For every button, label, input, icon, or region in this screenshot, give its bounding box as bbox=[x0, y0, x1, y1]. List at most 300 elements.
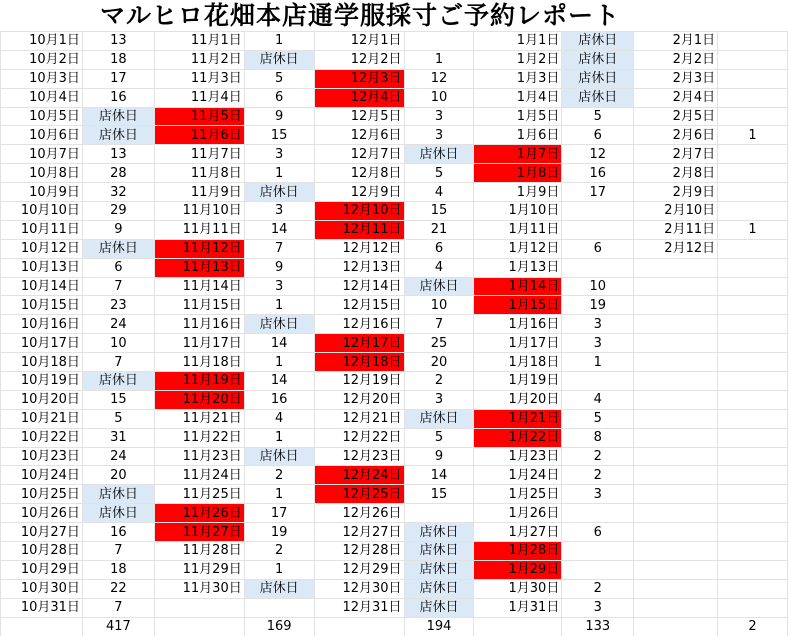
count-cell[interactable]: 18 bbox=[82, 560, 154, 579]
total-cell[interactable]: 133 bbox=[562, 617, 634, 636]
date-cell[interactable]: 12月4日 bbox=[314, 88, 404, 107]
holiday-cell[interactable]: 店休日 bbox=[404, 542, 474, 561]
date-cell[interactable]: 12月11日 bbox=[314, 220, 404, 239]
count-cell[interactable] bbox=[718, 145, 788, 164]
count-cell[interactable]: 3 bbox=[404, 390, 474, 409]
date-cell[interactable]: 2月11日 bbox=[634, 220, 718, 239]
count-cell[interactable]: 20 bbox=[82, 466, 154, 485]
count-cell[interactable]: 13 bbox=[82, 145, 154, 164]
date-cell[interactable]: 12月31日 bbox=[314, 598, 404, 617]
count-cell[interactable]: 17 bbox=[562, 183, 634, 202]
count-cell[interactable]: 5 bbox=[562, 107, 634, 126]
date-cell[interactable]: 10月31日 bbox=[1, 598, 83, 617]
count-cell[interactable]: 32 bbox=[82, 183, 154, 202]
count-cell[interactable]: 4 bbox=[244, 409, 314, 428]
count-cell[interactable]: 14 bbox=[404, 466, 474, 485]
date-cell[interactable] bbox=[634, 372, 718, 391]
count-cell[interactable] bbox=[718, 560, 788, 579]
date-cell[interactable]: 12月26日 bbox=[314, 504, 404, 523]
count-cell[interactable] bbox=[718, 579, 788, 598]
date-cell[interactable]: 1月9日 bbox=[474, 183, 562, 202]
date-cell[interactable]: 11月3日 bbox=[154, 69, 244, 88]
count-cell[interactable]: 6 bbox=[82, 258, 154, 277]
date-cell[interactable]: 1月10日 bbox=[474, 202, 562, 221]
date-cell[interactable]: 1月24日 bbox=[474, 466, 562, 485]
count-cell[interactable]: 6 bbox=[404, 239, 474, 258]
date-cell[interactable]: 1月30日 bbox=[474, 579, 562, 598]
count-cell[interactable] bbox=[562, 372, 634, 391]
date-cell[interactable]: 11月1日 bbox=[154, 32, 244, 51]
count-cell[interactable]: 17 bbox=[244, 504, 314, 523]
count-cell[interactable]: 1 bbox=[244, 428, 314, 447]
count-cell[interactable]: 3 bbox=[244, 145, 314, 164]
date-cell[interactable]: 1月13日 bbox=[474, 258, 562, 277]
count-cell[interactable] bbox=[404, 32, 474, 51]
date-cell[interactable]: 12月30日 bbox=[314, 579, 404, 598]
holiday-cell[interactable]: 店休日 bbox=[404, 560, 474, 579]
count-cell[interactable]: 16 bbox=[562, 164, 634, 183]
count-cell[interactable]: 28 bbox=[82, 164, 154, 183]
holiday-cell[interactable]: 店休日 bbox=[82, 485, 154, 504]
date-cell[interactable]: 10月8日 bbox=[1, 164, 83, 183]
count-cell[interactable] bbox=[718, 353, 788, 372]
date-cell[interactable]: 2月1日 bbox=[634, 32, 718, 51]
count-cell[interactable]: 21 bbox=[404, 220, 474, 239]
date-cell[interactable]: 12月23日 bbox=[314, 447, 404, 466]
count-cell[interactable]: 9 bbox=[244, 107, 314, 126]
date-cell[interactable]: 11月26日 bbox=[154, 504, 244, 523]
date-cell[interactable]: 10月23日 bbox=[1, 447, 83, 466]
date-cell[interactable]: 1月26日 bbox=[474, 504, 562, 523]
date-cell[interactable]: 10月2日 bbox=[1, 50, 83, 69]
total-cell[interactable] bbox=[634, 617, 718, 636]
date-cell[interactable]: 1月17日 bbox=[474, 334, 562, 353]
date-cell[interactable]: 11月29日 bbox=[154, 560, 244, 579]
date-cell[interactable]: 2月7日 bbox=[634, 145, 718, 164]
date-cell[interactable]: 10月7日 bbox=[1, 145, 83, 164]
date-cell[interactable]: 11月6日 bbox=[154, 126, 244, 145]
date-cell[interactable]: 11月8日 bbox=[154, 164, 244, 183]
holiday-cell[interactable]: 店休日 bbox=[404, 277, 474, 296]
date-cell[interactable]: 12月12日 bbox=[314, 239, 404, 258]
holiday-cell[interactable]: 店休日 bbox=[404, 409, 474, 428]
date-cell[interactable]: 1月22日 bbox=[474, 428, 562, 447]
count-cell[interactable] bbox=[718, 258, 788, 277]
date-cell[interactable]: 2月5日 bbox=[634, 107, 718, 126]
date-cell[interactable]: 12月19日 bbox=[314, 372, 404, 391]
count-cell[interactable]: 15 bbox=[82, 390, 154, 409]
count-cell[interactable] bbox=[718, 390, 788, 409]
count-cell[interactable]: 14 bbox=[244, 372, 314, 391]
date-cell[interactable]: 12月10日 bbox=[314, 202, 404, 221]
count-cell[interactable] bbox=[562, 542, 634, 561]
count-cell[interactable]: 2 bbox=[562, 466, 634, 485]
date-cell[interactable]: 11月25日 bbox=[154, 485, 244, 504]
date-cell[interactable]: 11月14日 bbox=[154, 277, 244, 296]
holiday-cell[interactable]: 店休日 bbox=[244, 447, 314, 466]
date-cell[interactable] bbox=[634, 579, 718, 598]
count-cell[interactable]: 7 bbox=[82, 353, 154, 372]
date-cell[interactable]: 11月19日 bbox=[154, 372, 244, 391]
date-cell[interactable]: 10月11日 bbox=[1, 220, 83, 239]
date-cell[interactable]: 1月8日 bbox=[474, 164, 562, 183]
count-cell[interactable] bbox=[718, 296, 788, 315]
total-cell[interactable] bbox=[474, 617, 562, 636]
date-cell[interactable]: 10月14日 bbox=[1, 277, 83, 296]
date-cell[interactable]: 1月7日 bbox=[474, 145, 562, 164]
count-cell[interactable]: 7 bbox=[404, 315, 474, 334]
date-cell[interactable]: 10月16日 bbox=[1, 315, 83, 334]
date-cell[interactable]: 11月30日 bbox=[154, 579, 244, 598]
count-cell[interactable]: 23 bbox=[82, 296, 154, 315]
count-cell[interactable]: 3 bbox=[562, 334, 634, 353]
date-cell[interactable]: 1月15日 bbox=[474, 296, 562, 315]
date-cell[interactable]: 11月4日 bbox=[154, 88, 244, 107]
date-cell[interactable]: 1月16日 bbox=[474, 315, 562, 334]
date-cell[interactable] bbox=[634, 466, 718, 485]
date-cell[interactable]: 11月11日 bbox=[154, 220, 244, 239]
count-cell[interactable]: 12 bbox=[404, 69, 474, 88]
count-cell[interactable] bbox=[718, 202, 788, 221]
count-cell[interactable] bbox=[718, 315, 788, 334]
count-cell[interactable]: 1 bbox=[404, 50, 474, 69]
count-cell[interactable]: 15 bbox=[404, 202, 474, 221]
count-cell[interactable]: 4 bbox=[404, 258, 474, 277]
count-cell[interactable]: 18 bbox=[82, 50, 154, 69]
date-cell[interactable]: 10月1日 bbox=[1, 32, 83, 51]
count-cell[interactable]: 19 bbox=[562, 296, 634, 315]
date-cell[interactable] bbox=[634, 296, 718, 315]
date-cell[interactable]: 12月28日 bbox=[314, 542, 404, 561]
total-cell[interactable] bbox=[1, 617, 83, 636]
count-cell[interactable]: 6 bbox=[562, 523, 634, 542]
count-cell[interactable] bbox=[718, 164, 788, 183]
date-cell[interactable]: 10月30日 bbox=[1, 579, 83, 598]
count-cell[interactable]: 15 bbox=[404, 485, 474, 504]
total-cell[interactable]: 194 bbox=[404, 617, 474, 636]
count-cell[interactable]: 22 bbox=[82, 579, 154, 598]
count-cell[interactable] bbox=[718, 69, 788, 88]
count-cell[interactable]: 25 bbox=[404, 334, 474, 353]
count-cell[interactable]: 7 bbox=[82, 277, 154, 296]
total-cell[interactable] bbox=[314, 617, 404, 636]
date-cell[interactable] bbox=[634, 560, 718, 579]
holiday-cell[interactable]: 店休日 bbox=[562, 88, 634, 107]
date-cell[interactable]: 11月27日 bbox=[154, 523, 244, 542]
count-cell[interactable] bbox=[718, 542, 788, 561]
date-cell[interactable]: 10月17日 bbox=[1, 334, 83, 353]
holiday-cell[interactable]: 店休日 bbox=[244, 315, 314, 334]
date-cell[interactable] bbox=[154, 598, 244, 617]
holiday-cell[interactable]: 店休日 bbox=[244, 579, 314, 598]
count-cell[interactable]: 7 bbox=[244, 239, 314, 258]
date-cell[interactable]: 12月27日 bbox=[314, 523, 404, 542]
count-cell[interactable] bbox=[718, 447, 788, 466]
holiday-cell[interactable]: 店休日 bbox=[82, 107, 154, 126]
date-cell[interactable]: 11月16日 bbox=[154, 315, 244, 334]
date-cell[interactable]: 1月21日 bbox=[474, 409, 562, 428]
count-cell[interactable]: 12 bbox=[562, 145, 634, 164]
date-cell[interactable]: 10月15日 bbox=[1, 296, 83, 315]
date-cell[interactable] bbox=[634, 598, 718, 617]
date-cell[interactable]: 1月28日 bbox=[474, 542, 562, 561]
count-cell[interactable]: 1 bbox=[244, 32, 314, 51]
date-cell[interactable]: 1月2日 bbox=[474, 50, 562, 69]
date-cell[interactable]: 12月29日 bbox=[314, 560, 404, 579]
count-cell[interactable]: 1 bbox=[244, 560, 314, 579]
date-cell[interactable]: 1月3日 bbox=[474, 69, 562, 88]
date-cell[interactable]: 11月13日 bbox=[154, 258, 244, 277]
holiday-cell[interactable]: 店休日 bbox=[404, 579, 474, 598]
count-cell[interactable]: 5 bbox=[562, 409, 634, 428]
date-cell[interactable]: 12月13日 bbox=[314, 258, 404, 277]
count-cell[interactable]: 3 bbox=[404, 107, 474, 126]
date-cell[interactable] bbox=[634, 485, 718, 504]
count-cell[interactable]: 15 bbox=[244, 126, 314, 145]
date-cell[interactable]: 1月12日 bbox=[474, 239, 562, 258]
count-cell[interactable]: 1 bbox=[244, 353, 314, 372]
date-cell[interactable]: 10月10日 bbox=[1, 202, 83, 221]
date-cell[interactable]: 2月2日 bbox=[634, 50, 718, 69]
date-cell[interactable]: 1月6日 bbox=[474, 126, 562, 145]
date-cell[interactable]: 11月12日 bbox=[154, 239, 244, 258]
holiday-cell[interactable]: 店休日 bbox=[404, 523, 474, 542]
count-cell[interactable]: 3 bbox=[404, 126, 474, 145]
count-cell[interactable]: 16 bbox=[82, 88, 154, 107]
date-cell[interactable]: 1月20日 bbox=[474, 390, 562, 409]
count-cell[interactable] bbox=[718, 183, 788, 202]
date-cell[interactable] bbox=[634, 428, 718, 447]
date-cell[interactable]: 1月14日 bbox=[474, 277, 562, 296]
date-cell[interactable] bbox=[634, 258, 718, 277]
count-cell[interactable]: 4 bbox=[404, 183, 474, 202]
date-cell[interactable]: 11月10日 bbox=[154, 202, 244, 221]
count-cell[interactable] bbox=[244, 598, 314, 617]
date-cell[interactable]: 10月25日 bbox=[1, 485, 83, 504]
date-cell[interactable] bbox=[634, 277, 718, 296]
count-cell[interactable] bbox=[718, 598, 788, 617]
date-cell[interactable]: 2月10日 bbox=[634, 202, 718, 221]
count-cell[interactable]: 5 bbox=[404, 164, 474, 183]
date-cell[interactable]: 2月6日 bbox=[634, 126, 718, 145]
date-cell[interactable]: 2月4日 bbox=[634, 88, 718, 107]
date-cell[interactable] bbox=[634, 447, 718, 466]
date-cell[interactable]: 12月18日 bbox=[314, 353, 404, 372]
count-cell[interactable] bbox=[718, 409, 788, 428]
date-cell[interactable]: 12月25日 bbox=[314, 485, 404, 504]
holiday-cell[interactable]: 店休日 bbox=[82, 239, 154, 258]
count-cell[interactable] bbox=[718, 107, 788, 126]
date-cell[interactable]: 12月21日 bbox=[314, 409, 404, 428]
count-cell[interactable]: 24 bbox=[82, 315, 154, 334]
date-cell[interactable]: 12月6日 bbox=[314, 126, 404, 145]
count-cell[interactable]: 16 bbox=[82, 523, 154, 542]
count-cell[interactable]: 6 bbox=[562, 126, 634, 145]
holiday-cell[interactable]: 店休日 bbox=[404, 598, 474, 617]
count-cell[interactable]: 10 bbox=[82, 334, 154, 353]
date-cell[interactable]: 11月21日 bbox=[154, 409, 244, 428]
count-cell[interactable] bbox=[404, 504, 474, 523]
holiday-cell[interactable]: 店休日 bbox=[244, 50, 314, 69]
date-cell[interactable]: 12月5日 bbox=[314, 107, 404, 126]
count-cell[interactable] bbox=[718, 466, 788, 485]
count-cell[interactable]: 2 bbox=[404, 372, 474, 391]
date-cell[interactable]: 2月8日 bbox=[634, 164, 718, 183]
holiday-cell[interactable]: 店休日 bbox=[82, 126, 154, 145]
date-cell[interactable]: 1月18日 bbox=[474, 353, 562, 372]
date-cell[interactable]: 11月24日 bbox=[154, 466, 244, 485]
count-cell[interactable]: 14 bbox=[244, 220, 314, 239]
date-cell[interactable]: 1月31日 bbox=[474, 598, 562, 617]
total-cell[interactable] bbox=[154, 617, 244, 636]
date-cell[interactable]: 1月5日 bbox=[474, 107, 562, 126]
count-cell[interactable]: 13 bbox=[82, 32, 154, 51]
count-cell[interactable]: 2 bbox=[562, 447, 634, 466]
count-cell[interactable]: 17 bbox=[82, 69, 154, 88]
count-cell[interactable]: 2 bbox=[244, 466, 314, 485]
date-cell[interactable]: 12月22日 bbox=[314, 428, 404, 447]
count-cell[interactable]: 1 bbox=[718, 126, 788, 145]
count-cell[interactable]: 3 bbox=[244, 202, 314, 221]
date-cell[interactable]: 12月24日 bbox=[314, 466, 404, 485]
count-cell[interactable]: 10 bbox=[404, 296, 474, 315]
date-cell[interactable]: 12月1日 bbox=[314, 32, 404, 51]
date-cell[interactable]: 10月18日 bbox=[1, 353, 83, 372]
date-cell[interactable]: 10月24日 bbox=[1, 466, 83, 485]
date-cell[interactable]: 12月2日 bbox=[314, 50, 404, 69]
date-cell[interactable] bbox=[634, 390, 718, 409]
count-cell[interactable]: 1 bbox=[244, 485, 314, 504]
count-cell[interactable] bbox=[718, 239, 788, 258]
date-cell[interactable]: 10月27日 bbox=[1, 523, 83, 542]
date-cell[interactable] bbox=[634, 523, 718, 542]
count-cell[interactable]: 3 bbox=[244, 277, 314, 296]
date-cell[interactable]: 10月3日 bbox=[1, 69, 83, 88]
total-cell[interactable]: 417 bbox=[82, 617, 154, 636]
count-cell[interactable]: 1 bbox=[244, 296, 314, 315]
date-cell[interactable] bbox=[634, 353, 718, 372]
date-cell[interactable]: 2月3日 bbox=[634, 69, 718, 88]
count-cell[interactable] bbox=[718, 372, 788, 391]
date-cell[interactable]: 1月29日 bbox=[474, 560, 562, 579]
date-cell[interactable]: 11月18日 bbox=[154, 353, 244, 372]
count-cell[interactable]: 6 bbox=[562, 239, 634, 258]
holiday-cell[interactable]: 店休日 bbox=[562, 69, 634, 88]
date-cell[interactable]: 1月11日 bbox=[474, 220, 562, 239]
date-cell[interactable]: 1月27日 bbox=[474, 523, 562, 542]
date-cell[interactable]: 12月9日 bbox=[314, 183, 404, 202]
date-cell[interactable]: 10月21日 bbox=[1, 409, 83, 428]
total-cell[interactable]: 2 bbox=[718, 617, 788, 636]
holiday-cell[interactable]: 店休日 bbox=[82, 372, 154, 391]
date-cell[interactable]: 12月20日 bbox=[314, 390, 404, 409]
count-cell[interactable]: 8 bbox=[562, 428, 634, 447]
count-cell[interactable]: 7 bbox=[82, 598, 154, 617]
date-cell[interactable]: 12月3日 bbox=[314, 69, 404, 88]
count-cell[interactable] bbox=[718, 334, 788, 353]
date-cell[interactable]: 11月22日 bbox=[154, 428, 244, 447]
date-cell[interactable]: 1月4日 bbox=[474, 88, 562, 107]
count-cell[interactable]: 29 bbox=[82, 202, 154, 221]
count-cell[interactable] bbox=[718, 485, 788, 504]
date-cell[interactable]: 10月5日 bbox=[1, 107, 83, 126]
date-cell[interactable]: 10月9日 bbox=[1, 183, 83, 202]
date-cell[interactable]: 10月28日 bbox=[1, 542, 83, 561]
date-cell[interactable]: 12月7日 bbox=[314, 145, 404, 164]
date-cell[interactable]: 1月25日 bbox=[474, 485, 562, 504]
date-cell[interactable]: 11月2日 bbox=[154, 50, 244, 69]
count-cell[interactable] bbox=[718, 428, 788, 447]
date-cell[interactable]: 11月17日 bbox=[154, 334, 244, 353]
count-cell[interactable]: 4 bbox=[562, 390, 634, 409]
count-cell[interactable]: 2 bbox=[244, 542, 314, 561]
date-cell[interactable]: 1月19日 bbox=[474, 372, 562, 391]
date-cell[interactable]: 12月15日 bbox=[314, 296, 404, 315]
count-cell[interactable] bbox=[562, 202, 634, 221]
date-cell[interactable]: 10月13日 bbox=[1, 258, 83, 277]
count-cell[interactable]: 3 bbox=[562, 598, 634, 617]
date-cell[interactable]: 11月20日 bbox=[154, 390, 244, 409]
date-cell[interactable]: 11月23日 bbox=[154, 447, 244, 466]
count-cell[interactable]: 14 bbox=[244, 334, 314, 353]
count-cell[interactable]: 16 bbox=[244, 390, 314, 409]
date-cell[interactable]: 12月17日 bbox=[314, 334, 404, 353]
count-cell[interactable]: 31 bbox=[82, 428, 154, 447]
count-cell[interactable]: 1 bbox=[718, 220, 788, 239]
holiday-cell[interactable]: 店休日 bbox=[244, 183, 314, 202]
date-cell[interactable]: 11月9日 bbox=[154, 183, 244, 202]
date-cell[interactable]: 11月28日 bbox=[154, 542, 244, 561]
date-cell[interactable]: 2月12日 bbox=[634, 239, 718, 258]
count-cell[interactable]: 9 bbox=[404, 447, 474, 466]
count-cell[interactable]: 9 bbox=[82, 220, 154, 239]
count-cell[interactable]: 10 bbox=[404, 88, 474, 107]
holiday-cell[interactable]: 店休日 bbox=[562, 32, 634, 51]
count-cell[interactable]: 3 bbox=[562, 485, 634, 504]
count-cell[interactable]: 1 bbox=[244, 164, 314, 183]
count-cell[interactable]: 7 bbox=[82, 542, 154, 561]
date-cell[interactable] bbox=[634, 334, 718, 353]
count-cell[interactable]: 5 bbox=[244, 69, 314, 88]
date-cell[interactable]: 12月14日 bbox=[314, 277, 404, 296]
count-cell[interactable]: 6 bbox=[244, 88, 314, 107]
count-cell[interactable] bbox=[718, 504, 788, 523]
date-cell[interactable]: 10月29日 bbox=[1, 560, 83, 579]
date-cell[interactable]: 2月9日 bbox=[634, 183, 718, 202]
date-cell[interactable]: 10月20日 bbox=[1, 390, 83, 409]
date-cell[interactable] bbox=[634, 315, 718, 334]
count-cell[interactable] bbox=[718, 88, 788, 107]
count-cell[interactable] bbox=[718, 32, 788, 51]
date-cell[interactable]: 10月22日 bbox=[1, 428, 83, 447]
count-cell[interactable] bbox=[562, 258, 634, 277]
count-cell[interactable]: 5 bbox=[404, 428, 474, 447]
count-cell[interactable]: 2 bbox=[562, 579, 634, 598]
count-cell[interactable]: 3 bbox=[562, 315, 634, 334]
count-cell[interactable]: 20 bbox=[404, 353, 474, 372]
holiday-cell[interactable]: 店休日 bbox=[404, 145, 474, 164]
date-cell[interactable]: 10月19日 bbox=[1, 372, 83, 391]
count-cell[interactable] bbox=[562, 504, 634, 523]
count-cell[interactable] bbox=[562, 220, 634, 239]
date-cell[interactable] bbox=[634, 409, 718, 428]
count-cell[interactable]: 19 bbox=[244, 523, 314, 542]
date-cell[interactable]: 12月8日 bbox=[314, 164, 404, 183]
date-cell[interactable]: 1月23日 bbox=[474, 447, 562, 466]
date-cell[interactable]: 11月5日 bbox=[154, 107, 244, 126]
date-cell[interactable] bbox=[634, 504, 718, 523]
date-cell[interactable]: 12月16日 bbox=[314, 315, 404, 334]
